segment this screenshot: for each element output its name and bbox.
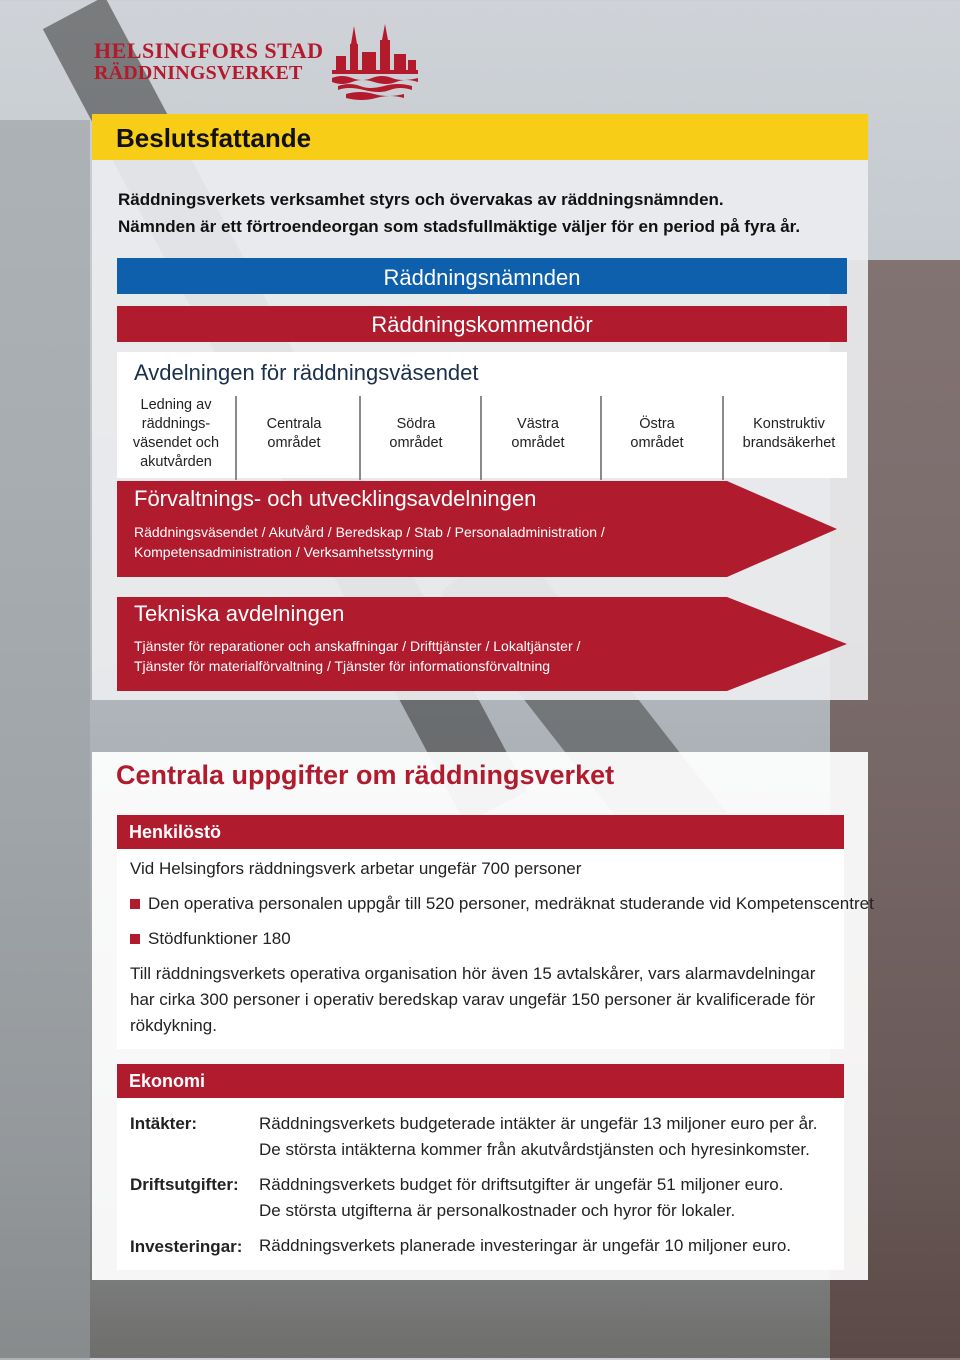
staff-paragraph [130,961,815,1039]
function-line: Tjänster för materialförvaltning / Tjänster för informationsförvaltning [134,658,551,674]
unit-text: räddnings- [141,416,211,432]
unit-east [601,394,713,474]
unit-west [482,394,594,474]
unit-separator [235,396,237,480]
paragraph-line: har cirka 300 personer i operativ beredskap varav ungefär 150 personer är kvalificerade för [130,990,816,1009]
intro-text [118,186,800,240]
function-line: Räddningsväsendet / Akutvård / Beredskap / Stab / Personaladministration / [134,524,605,540]
unit-text: Konstruktiv [753,416,825,432]
logo-line-2: RÄDDNINGSVERKET [94,62,303,84]
economy-label-operating: Driftsutgifter: [130,1175,239,1194]
unit-management [120,394,232,474]
intro-line: Räddningsverkets verksamhet styrs och övervakas av räddningsnämnden. [118,190,724,209]
economy-label-investments: Investeringar: [130,1237,243,1256]
org-commander-bar: Räddningskommendör [117,306,847,342]
unit-text: brandsäkerhet [742,435,836,451]
economy-value-investments [259,1233,791,1259]
unit-text: Södra [396,416,436,432]
bullet-icon [130,934,140,944]
org-board-bar: Räddningsnämnden [117,258,847,294]
economy-value-operating [259,1172,783,1224]
background-photo-left [0,120,90,1360]
logo-text [94,40,323,84]
admin-department-functions [134,522,605,562]
intro-line: Nämnden är ett förtroendeorgan som stadsfullmäktige väljer för en period på fyra år. [118,217,801,236]
city-crest-icon [330,22,420,106]
staff-heading: Henkilöstö [129,822,222,842]
unit-text: området [630,435,684,451]
section-header-bar [92,114,868,160]
economy-line: De största intäkterna kommer från akutvårdstjänsten och hyresinkomster. [259,1140,810,1159]
unit-text: väsendet och [132,435,220,451]
rescue-department-title: Avdelningen för räddningsväsendet [134,360,479,385]
unit-text: området [511,435,565,451]
economy-line: De största utgifterna är personalkostnader och hyror för lokaler. [259,1201,736,1220]
staff-bullet: Stödfunktioner 180 [148,929,291,948]
admin-department-title: Förvaltnings- och utvecklingsavdelningen [134,486,537,511]
paragraph-line: rökdykning. [130,1016,217,1035]
function-line: Kompetensadministration / Verksamhetsstyrning [134,544,434,560]
unit-separator [722,396,724,480]
logo-line-1: HELSINGFORS STAD [94,38,324,63]
economy-line: Räddningsverkets planerade investeringar är ungefär 10 miljoner euro. [259,1236,792,1255]
tech-department-functions [134,636,580,676]
economy-heading-bar [117,1064,844,1098]
unit-fire-safety [730,394,848,474]
unit-text: Västra [517,416,559,432]
unit-text: området [267,435,321,451]
unit-text: akutvården [140,454,212,470]
economy-value-income [259,1111,818,1163]
unit-text: Ledning av [140,397,212,413]
unit-south [360,394,472,474]
unit-text: området [389,435,443,451]
unit-central [238,394,350,474]
bullet-icon [130,899,140,909]
unit-text: Centrala [266,416,322,432]
staff-heading-bar [117,815,844,849]
economy-label-income: Intäkter: [130,1114,198,1133]
paragraph-line: Till räddningsverkets operativa organisation hör även 15 avtalskårer, vars alarmavdelningar [130,964,816,983]
unit-text: Östra [639,416,675,432]
economy-heading: Ekonomi [129,1071,206,1091]
key-facts-title: Centrala uppgifter om räddningsverket [116,760,615,790]
staff-bullet: Den operativa personalen uppgår till 520 personer, medräknat studerande vid Kompetenscentret [148,894,874,913]
economy-line: Räddningsverkets budget för driftsutgifter är ungefär 51 miljoner euro. [259,1175,784,1194]
function-line: Tjänster för reparationer och anskaffningar / Drifttjänster / Lokaltjänster / [134,638,581,654]
section-title: Beslutsfattande [116,123,312,153]
staff-lead: Vid Helsingfors räddningsverk arbetar ungefär 700 personer [130,859,582,878]
economy-line: Räddningsverkets budgeterade intäkter är ungefär 13 miljoner euro per år. [259,1114,818,1133]
tech-department-title: Tekniska avdelningen [134,601,345,626]
